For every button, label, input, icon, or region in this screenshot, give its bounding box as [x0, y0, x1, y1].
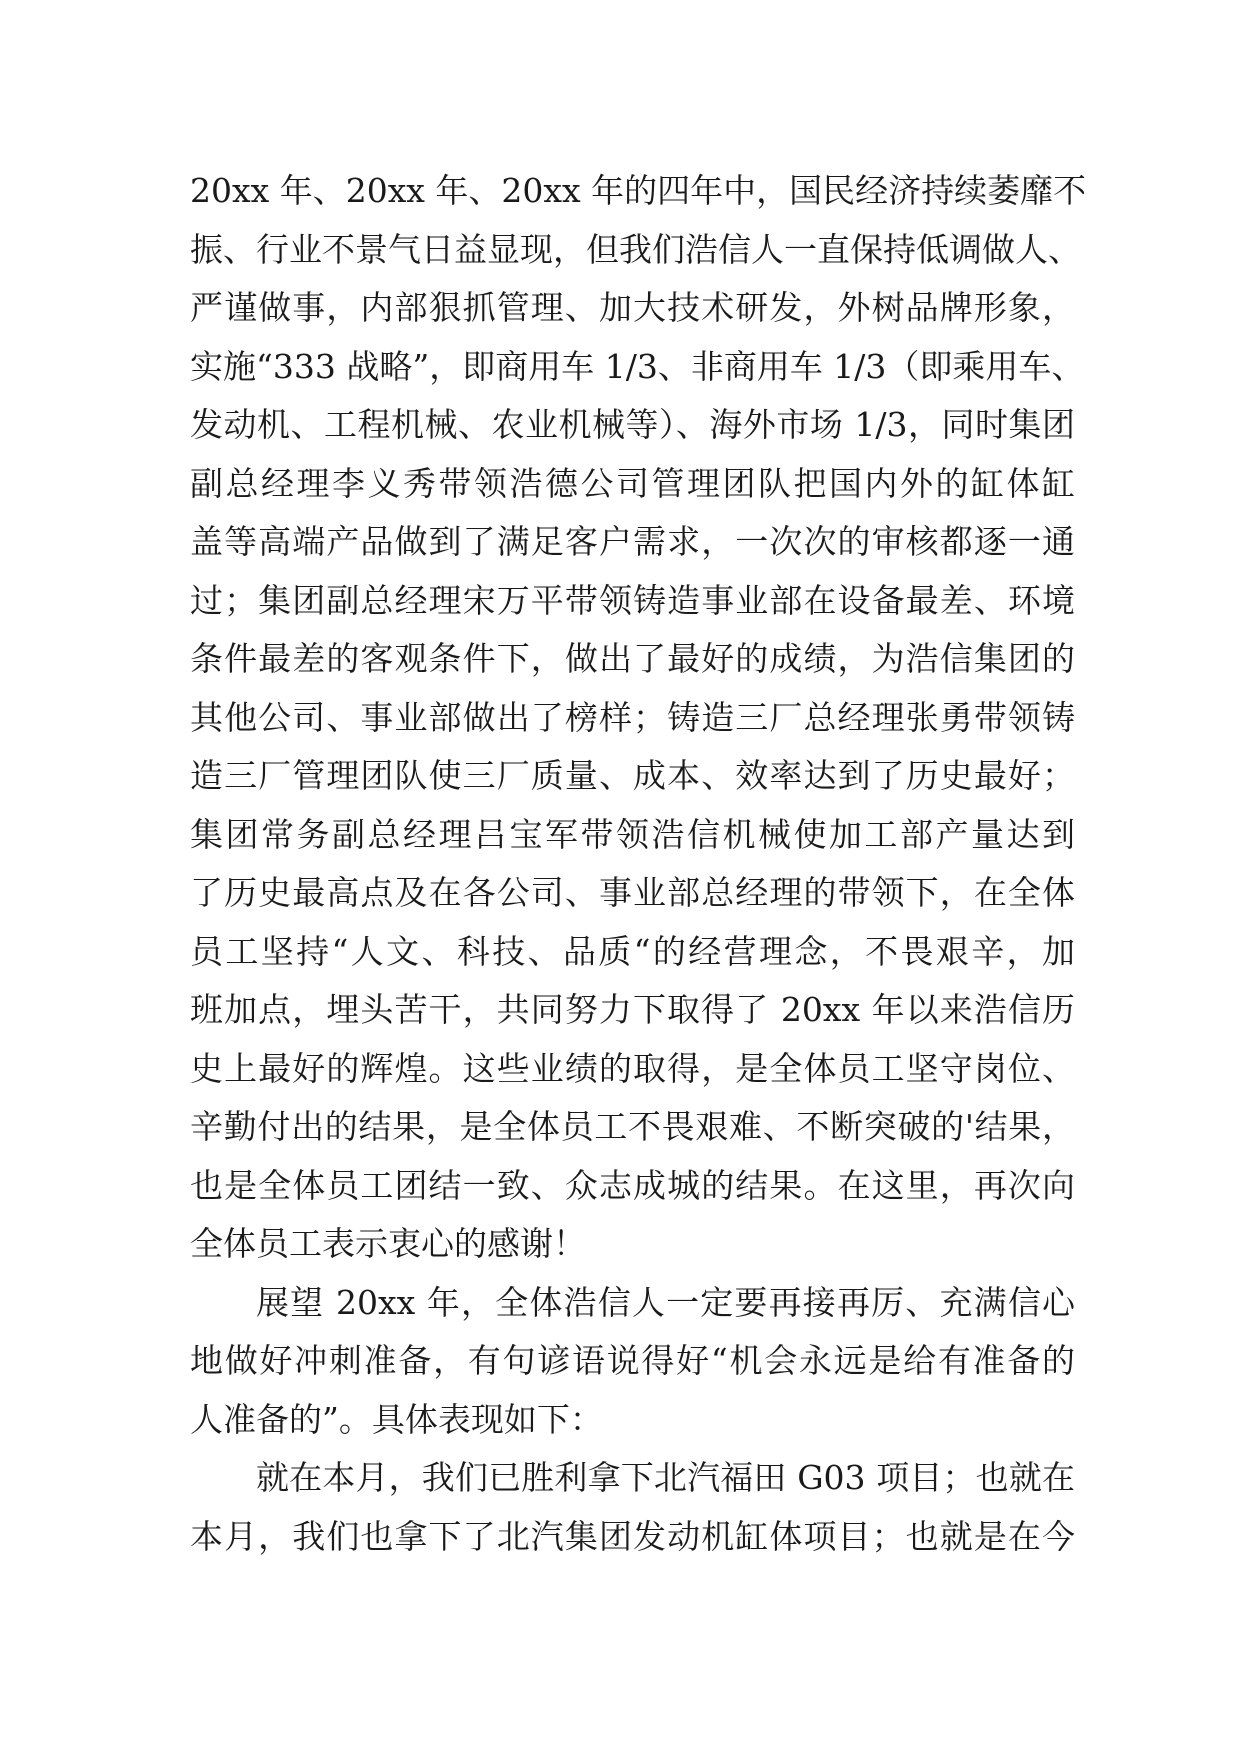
- paragraph-2: [190, 1274, 1075, 1450]
- text-line: 班加点，埋头苦干，共同努力下取得了 20xx 年以来浩信历: [190, 990, 1075, 1029]
- text-line: 发动机、工程机械、农业机械等）、海外市场 1/3，同时集团: [190, 405, 1075, 444]
- paragraph-1: [190, 162, 1087, 1274]
- text-line: 辛勤付出的结果，是全体员工不畏艰难、不断突破的'结果，: [190, 1107, 1075, 1146]
- text-line: 其他公司、事业部做出了榜样；铸造三厂总经理张勇带领铸: [190, 697, 1075, 737]
- text-line: 就在本月，我们已胜利拿下北汽福田 G03 项目；也就在: [256, 1458, 1075, 1497]
- text-line: 员工坚持“人文、科技、品质“的经营理念，不畏艰辛，加: [190, 931, 1075, 971]
- text-line: 条件最差的客观条件下，做出了最好的成绩，为浩信集团的: [190, 639, 1075, 678]
- text-line: 本月，我们也拿下了北汽集团发动机缸体项目；也就是在今: [190, 1516, 1075, 1556]
- text-line: 严谨做事，内部狠抓管理、加大技术研发，外树品牌形象，: [190, 288, 1075, 327]
- text-line: 集团常务副总经理吕宝军带领浩信机械使加工部产量达到: [190, 814, 1075, 854]
- text-line: 过；集团副总经理宋万平带领铸造事业部在设备最差、环境: [190, 580, 1075, 620]
- text-line: 振、行业不景气日益显现，但我们浩信人一直保持低调做人、: [190, 229, 1081, 269]
- text-line: 副总经理李义秀带领浩德公司管理团队把国内外的缸体缸: [190, 463, 1075, 503]
- text-line: 人准备的”。具体表现如下：: [190, 1399, 603, 1439]
- text-line: 全体员工表示衷心的感谢！: [190, 1224, 586, 1263]
- text-line: 史上最好的辉煌。这些业绩的取得，是全体员工坚守岗位、: [190, 1048, 1075, 1088]
- text-line: 展望 20xx 年，全体浩信人一定要再接再厉、充满信心: [256, 1282, 1075, 1322]
- paragraph-3: [190, 1449, 1075, 1566]
- text-line: 20xx 年、20xx 年、20xx 年的四年中，国民经济持续萎靡不: [190, 171, 1087, 210]
- text-line: 实施“333 战略”，即商用车 1/3、非商用车 1/3（即乘用车、: [190, 346, 1085, 386]
- text-line: 了历史最高点及在各公司、事业部总经理的带领下，在全体: [190, 873, 1075, 912]
- text-line: 盖等高端产品做到了满足客户需求，一次次的审核都逐一通: [190, 522, 1075, 561]
- text-line: 也是全体员工团结一致、众志成城的结果。在这里，再次向: [190, 1165, 1075, 1205]
- text-line: 地做好冲刺准备，有句谚语说得好“机会永远是给有准备的: [190, 1341, 1075, 1380]
- text-line: 造三厂管理团队使三厂质量、成本、效率达到了历史最好；: [190, 756, 1075, 795]
- document-body: [190, 162, 1087, 1566]
